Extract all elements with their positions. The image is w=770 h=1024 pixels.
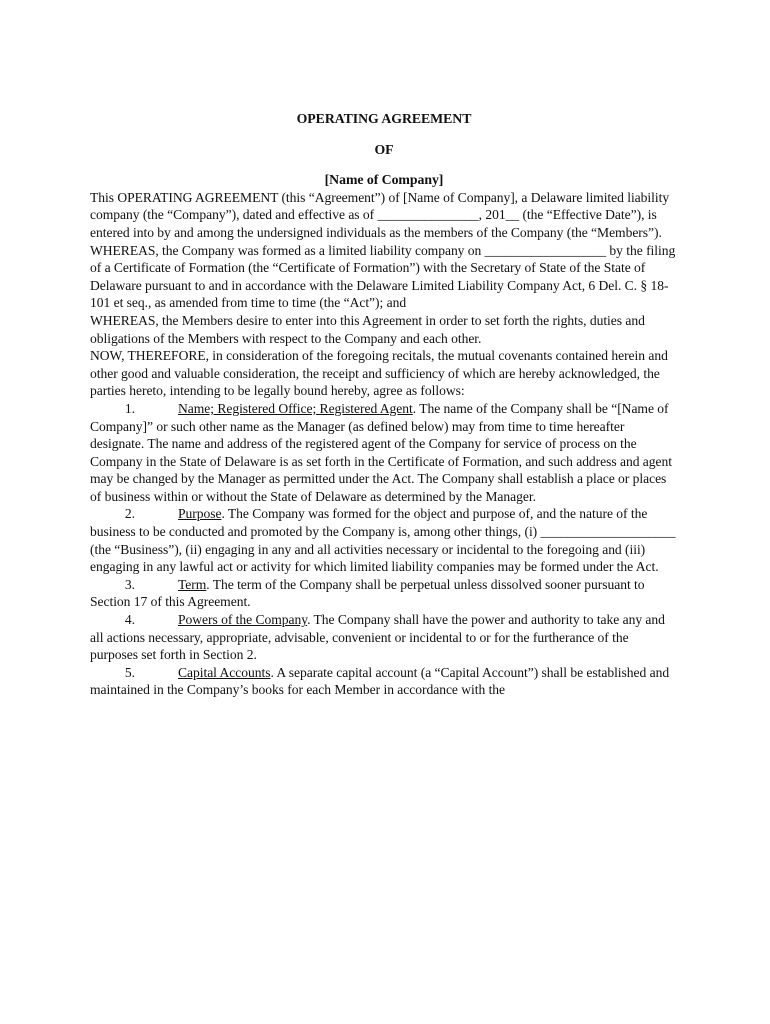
section-5	[90, 664, 678, 699]
document-title: OPERATING AGREEMENT	[296, 111, 472, 126]
section-3	[90, 576, 678, 611]
section-number: 5.	[124, 664, 135, 680]
now-therefore-paragraph: NOW, THEREFORE, in consideration of the foregoing recitals, the mutual covenants contained herein and other good and valuable consideration, the receipt and sufficiency of which are hereby acknowledged, the parties hereto, intending to be legally bound hereby, agree as follows:	[90, 348, 668, 399]
intro-paragraph: This OPERATING AGREEMENT (this “Agreement”) of [Name of Company], a Delaware limited liability company (the “Company”), dated and effective as of _______________, 201__ (the “Effective Date”), is entered into by and among the undersigned individuals as the members of the Company (the “Members”).	[90, 189, 670, 240]
company-name-title: [Name of Company]	[324, 172, 444, 188]
section-heading: Purpose	[178, 506, 222, 522]
section-text: . The Company shall have the power and authority to take any and all actions necessary, appropriate, advisable, convenient or incidental to or for the furtherance of the purposes set forth in Section 2.	[90, 612, 665, 663]
section-heading: Powers of the Company	[178, 612, 308, 628]
section-2	[90, 505, 678, 575]
section-heading: Name; Registered Office; Registered Agent	[178, 400, 413, 416]
section-number: 4.	[124, 612, 135, 628]
whereas-paragraph-1: WHEREAS, the Company was formed as a limited liability company on __________________ by the filing of a Certificate of Formation (the “Certificate of Formation”) with the Secretary of State of the State of Delaware pursuant to and in accordance with the Delaware Limited Liability Company Act, 6 Del. C. § 18-101 et seq., as amended from time to time (the “Act”); and	[90, 242, 676, 311]
section-number: 1.	[124, 400, 135, 416]
section-text: . The name of the Company shall be “[Name of Company]” or such other name as the Manager (as defined below) may from time to time hereafter designate. The name and address of the registered agent of the Company for service of process on the Company in the State of Delaware is as set forth in the Certificate of Formation, and such address and agent may be changed by the Manager as permitted under the Act. The Company shall establish a place or places of business within or without the State of Delaware as determined by the Manager.	[90, 400, 672, 504]
section-number: 2.	[124, 506, 135, 522]
section-1	[90, 400, 678, 506]
section-heading: Term	[178, 576, 207, 592]
section-heading: Capital Accounts	[178, 664, 271, 680]
document-title-of: OF	[374, 141, 394, 157]
section-number: 3.	[124, 576, 135, 592]
section-text: . The Company was formed for the object and purpose of, and the nature of the business to be conducted and promoted by the Company is, among other things, (i) ____________________ (the “Business”), (ii) engaging in any and all activities necessary or incidental to the foregoing and (iii) engaging in any lawful act or activity for which limited liability companies may be formed under the Act.	[90, 506, 676, 575]
section-text: . The term of the Company shall be perpetual unless dissolved sooner pursuant to Section 17 of this Agreement.	[90, 576, 645, 610]
document-body	[90, 108, 678, 699]
section-text: . A separate capital account (a “Capital Account”) shall be established and maintained in the Company’s books for each Member in accordance with the	[90, 664, 670, 698]
section-4	[90, 611, 678, 664]
whereas-paragraph-2: WHEREAS, the Members desire to enter into this Agreement in order to set forth the rights, duties and obligations of the Members with respect to the Company and each other.	[90, 312, 645, 346]
